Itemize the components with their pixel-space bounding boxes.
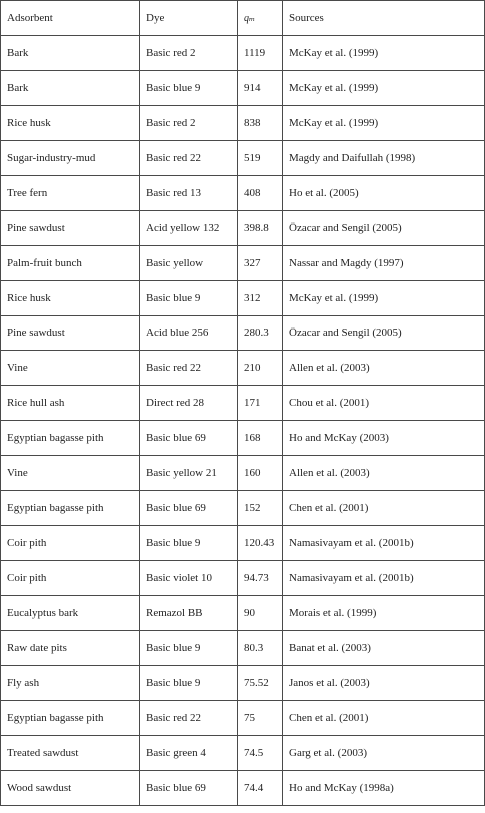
table-row [1, 246, 485, 281]
cell-adsorbent: Treated sawdust [1, 736, 140, 771]
cell-source: Garg et al. (2003) [283, 736, 485, 771]
cell-adsorbent: Pine sawdust [1, 211, 140, 246]
table-row [1, 771, 485, 806]
cell-adsorbent: Egyptian bagasse pith [1, 701, 140, 736]
cell-source: Namasivayam et al. (2001b) [283, 561, 485, 596]
cell-dye: Basic red 13 [140, 176, 238, 211]
cell-source: Nassar and Magdy (1997) [283, 246, 485, 281]
cell-qm: 312 [238, 281, 283, 316]
cell-dye: Basic blue 69 [140, 491, 238, 526]
cell-source: Chen et al. (2001) [283, 491, 485, 526]
cell-source: Özacar and Sengil (2005) [283, 316, 485, 351]
cell-dye: Basic red 22 [140, 351, 238, 386]
cell-adsorbent: Tree fern [1, 176, 140, 211]
cell-qm: 74.5 [238, 736, 283, 771]
cell-dye: Basic blue 69 [140, 421, 238, 456]
table-row [1, 351, 485, 386]
cell-source: McKay et al. (1999) [283, 281, 485, 316]
cell-dye: Acid blue 256 [140, 316, 238, 351]
cell-qm: 75.52 [238, 666, 283, 701]
cell-dye: Basic blue 9 [140, 71, 238, 106]
table-row [1, 701, 485, 736]
header-dye: Dye [140, 1, 238, 36]
cell-adsorbent: Coir pith [1, 526, 140, 561]
table-row [1, 176, 485, 211]
cell-qm: 74.4 [238, 771, 283, 806]
cell-qm: 327 [238, 246, 283, 281]
table-row [1, 36, 485, 71]
table-body [1, 36, 485, 806]
cell-adsorbent: Coir pith [1, 561, 140, 596]
cell-qm: 408 [238, 176, 283, 211]
cell-qm: 519 [238, 141, 283, 176]
cell-dye: Basic yellow 21 [140, 456, 238, 491]
header-row [1, 1, 485, 36]
cell-source: Ho and McKay (1998a) [283, 771, 485, 806]
cell-source: Chen et al. (2001) [283, 701, 485, 736]
cell-qm: 210 [238, 351, 283, 386]
table-row [1, 106, 485, 141]
cell-adsorbent: Wood sawdust [1, 771, 140, 806]
cell-adsorbent: Rice husk [1, 106, 140, 141]
table-row [1, 596, 485, 631]
table-row [1, 316, 485, 351]
cell-dye: Acid yellow 132 [140, 211, 238, 246]
cell-qm: 75 [238, 701, 283, 736]
header-qm: qₘ [238, 1, 283, 36]
cell-source: Chou et al. (2001) [283, 386, 485, 421]
cell-qm: 280.3 [238, 316, 283, 351]
cell-qm: 171 [238, 386, 283, 421]
cell-adsorbent: Bark [1, 36, 140, 71]
cell-source: McKay et al. (1999) [283, 71, 485, 106]
cell-qm: 160 [238, 456, 283, 491]
cell-source: McKay et al. (1999) [283, 106, 485, 141]
cell-qm: 120.43 [238, 526, 283, 561]
cell-source: Janos et al. (2003) [283, 666, 485, 701]
table-row [1, 631, 485, 666]
cell-qm: 152 [238, 491, 283, 526]
cell-source: McKay et al. (1999) [283, 36, 485, 71]
table-row [1, 666, 485, 701]
table-row [1, 386, 485, 421]
cell-adsorbent: Rice husk [1, 281, 140, 316]
cell-qm: 914 [238, 71, 283, 106]
table-row [1, 71, 485, 106]
table-row [1, 281, 485, 316]
table-row [1, 491, 485, 526]
cell-dye: Basic green 4 [140, 736, 238, 771]
cell-adsorbent: Eucalyptus bark [1, 596, 140, 631]
cell-dye: Basic blue 9 [140, 631, 238, 666]
cell-dye: Basic blue 9 [140, 281, 238, 316]
table-row [1, 421, 485, 456]
cell-dye: Remazol BB [140, 596, 238, 631]
cell-source: Ho and McKay (2003) [283, 421, 485, 456]
table-row [1, 526, 485, 561]
header-adsorbent: Adsorbent [1, 1, 140, 36]
table-row [1, 211, 485, 246]
cell-dye: Basic blue 9 [140, 666, 238, 701]
table-row [1, 561, 485, 596]
cell-qm: 80.3 [238, 631, 283, 666]
cell-dye: Basic blue 9 [140, 526, 238, 561]
header-sources: Sources [283, 1, 485, 36]
cell-dye: Basic yellow [140, 246, 238, 281]
cell-qm: 838 [238, 106, 283, 141]
cell-source: Özacar and Sengil (2005) [283, 211, 485, 246]
cell-dye: Direct red 28 [140, 386, 238, 421]
cell-dye: Basic blue 69 [140, 771, 238, 806]
table-header [1, 1, 485, 36]
cell-qm: 398.8 [238, 211, 283, 246]
cell-adsorbent: Palm-fruit bunch [1, 246, 140, 281]
cell-source: Namasivayam et al. (2001b) [283, 526, 485, 561]
cell-source: Magdy and Daifullah (1998) [283, 141, 485, 176]
table-row [1, 456, 485, 491]
cell-adsorbent: Bark [1, 71, 140, 106]
cell-qm: 94.73 [238, 561, 283, 596]
cell-adsorbent: Pine sawdust [1, 316, 140, 351]
cell-qm: 90 [238, 596, 283, 631]
table-row [1, 736, 485, 771]
cell-source: Allen et al. (2003) [283, 351, 485, 386]
cell-dye: Basic violet 10 [140, 561, 238, 596]
cell-qm: 1119 [238, 36, 283, 71]
cell-dye: Basic red 2 [140, 36, 238, 71]
cell-adsorbent: Fly ash [1, 666, 140, 701]
cell-source: Banat et al. (2003) [283, 631, 485, 666]
cell-qm: 168 [238, 421, 283, 456]
cell-dye: Basic red 2 [140, 106, 238, 141]
cell-source: Allen et al. (2003) [283, 456, 485, 491]
cell-dye: Basic red 22 [140, 141, 238, 176]
cell-adsorbent: Vine [1, 456, 140, 491]
cell-adsorbent: Rice hull ash [1, 386, 140, 421]
table-row [1, 141, 485, 176]
cell-adsorbent: Vine [1, 351, 140, 386]
cell-adsorbent: Sugar-industry-mud [1, 141, 140, 176]
cell-adsorbent: Raw date pits [1, 631, 140, 666]
cell-adsorbent: Egyptian bagasse pith [1, 421, 140, 456]
cell-source: Morais et al. (1999) [283, 596, 485, 631]
cell-dye: Basic red 22 [140, 701, 238, 736]
cell-source: Ho et al. (2005) [283, 176, 485, 211]
cell-adsorbent: Egyptian bagasse pith [1, 491, 140, 526]
